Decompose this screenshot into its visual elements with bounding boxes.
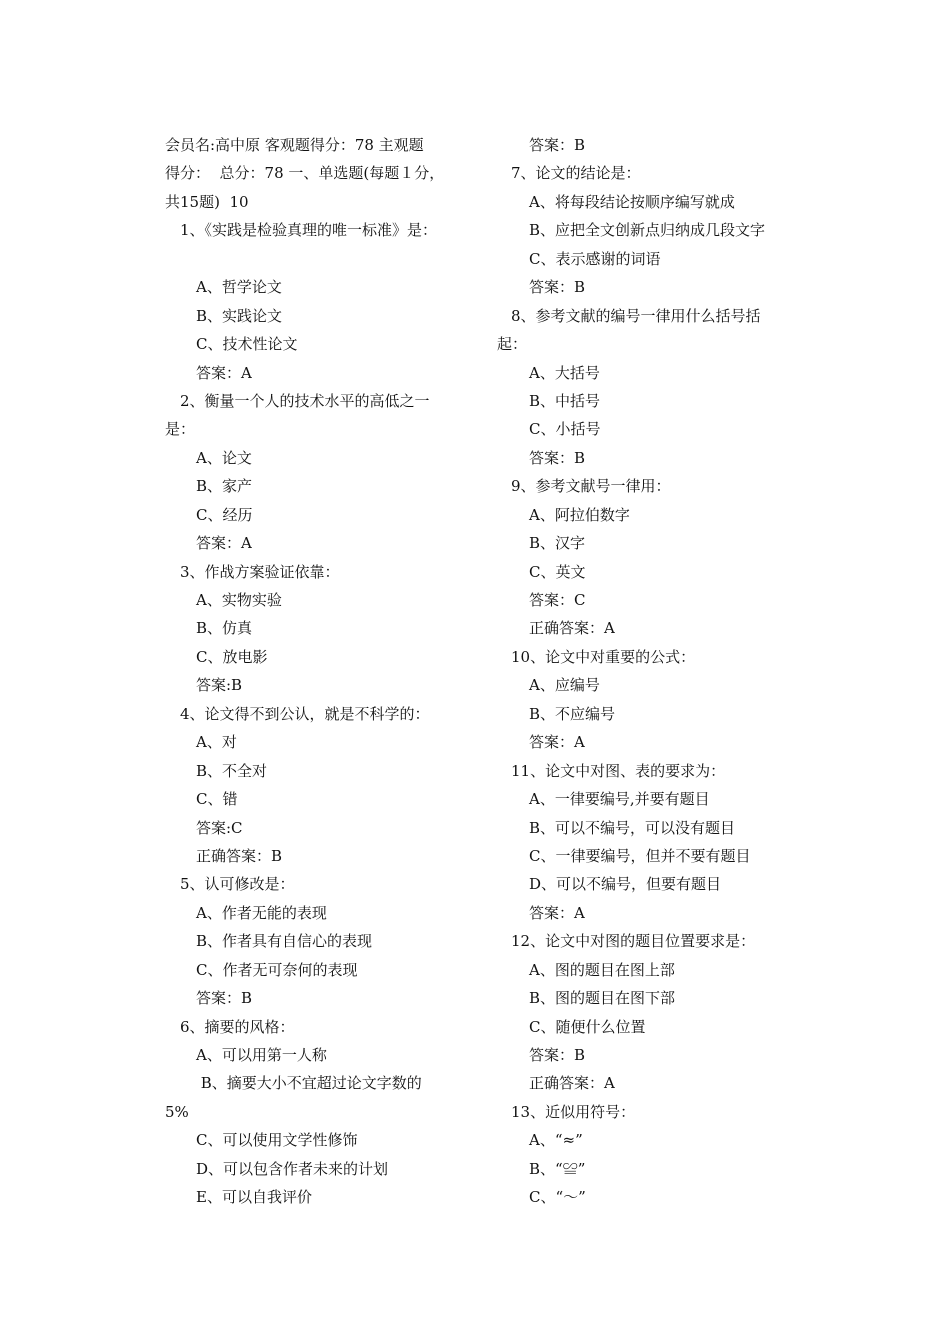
question-text: 12、论文中对图的题目位置要求是： bbox=[511, 932, 756, 951]
option-text: A、可以用第一人称 bbox=[196, 1046, 327, 1064]
option-text: C、可以使用文学性修饰 bbox=[196, 1131, 358, 1150]
option-text: B、家产 bbox=[196, 477, 253, 496]
option-text: A、阿拉伯数字 bbox=[529, 505, 630, 524]
answer-text: 答案:B bbox=[196, 676, 243, 695]
option-text: B、汉字 bbox=[529, 534, 586, 553]
question-text: 5、认可修改是： bbox=[180, 875, 295, 894]
header-line: 会员名:高中原 客观题得分：78 主观题 bbox=[165, 136, 424, 154]
option-text: A、应编号 bbox=[529, 676, 600, 695]
blank-line bbox=[165, 245, 470, 273]
option-text: C、“～” bbox=[529, 1188, 586, 1207]
option-text: C、错 bbox=[196, 790, 238, 809]
option-text: B、实践论文 bbox=[196, 306, 283, 325]
option-text: C、作者无可奈何的表现 bbox=[196, 960, 358, 979]
question-text: 11、论文中对图、表的要求为： bbox=[511, 761, 726, 780]
answer-text: 答案：A bbox=[196, 363, 252, 382]
option-text: B、不应编号 bbox=[529, 704, 616, 723]
option-text: C、技术性论文 bbox=[196, 335, 298, 354]
option-text: C、一律要编号，但并不要有题目 bbox=[529, 846, 751, 865]
option-text: C、经历 bbox=[196, 505, 253, 524]
option-text: A、作者无能的表现 bbox=[196, 903, 327, 922]
option-text: B、摘要大小不宜超过论文字数的 bbox=[196, 1074, 422, 1093]
question-text: 8、参考文献的编号一律用什么括号括 bbox=[511, 306, 761, 325]
option-text: C、放电影 bbox=[196, 647, 268, 666]
answer-text: 答案:C bbox=[196, 818, 243, 837]
option-text: D、可以不编号，但要有题目 bbox=[529, 875, 722, 894]
option-text: A、对 bbox=[196, 733, 237, 752]
question-text: 7、论文的结论是： bbox=[511, 164, 641, 183]
answer-text: 答案：B bbox=[529, 278, 586, 297]
question-text-continued: 起： bbox=[497, 335, 528, 354]
option-text: B、可以不编号，可以没有题目 bbox=[529, 818, 736, 837]
option-text: C、表示感谢的词语 bbox=[529, 249, 661, 268]
option-text-continued: 5% bbox=[165, 1102, 189, 1121]
option-text: B、仿真 bbox=[196, 619, 253, 638]
option-text: A、将每段结论按顺序编写就成 bbox=[529, 192, 735, 211]
option-text: B、作者具有自信心的表现 bbox=[196, 932, 373, 951]
correct-answer-text: 正确答案：A bbox=[529, 1074, 615, 1093]
question-text: 4、论文得不到公认，就是不科学的： bbox=[180, 704, 430, 723]
option-text: C、英文 bbox=[529, 562, 586, 581]
option-text: A、哲学论文 bbox=[196, 278, 282, 297]
answer-text: 答案：B bbox=[196, 989, 253, 1008]
header-line: 共15题) 10 bbox=[165, 192, 249, 211]
answer-text: 答案：B bbox=[529, 136, 586, 154]
question-text: 6、摘要的风格： bbox=[180, 1017, 295, 1036]
option-text: D、可以包含作者未来的计划 bbox=[196, 1159, 389, 1178]
question-text: 3、作战方案验证依靠： bbox=[180, 562, 340, 581]
option-text: B、不全对 bbox=[196, 761, 268, 780]
option-text: C、小括号 bbox=[529, 420, 601, 439]
header-line: 得分： 总分：78 一、单选题(每题１分， bbox=[165, 164, 445, 183]
option-text: B、图的题目在图下部 bbox=[529, 989, 676, 1008]
question-text: 10、论文中对重要的公式： bbox=[511, 647, 696, 666]
option-text: E、可以自我评价 bbox=[196, 1188, 312, 1207]
correct-answer-text: 正确答案：B bbox=[196, 846, 283, 865]
option-text: A、一律要编号,并要有题目 bbox=[529, 790, 710, 809]
option-text: B、“≌” bbox=[529, 1159, 586, 1178]
left-column bbox=[165, 131, 470, 1212]
option-text: A、论文 bbox=[196, 448, 252, 467]
answer-text: 答案：A bbox=[529, 903, 585, 922]
answer-text: 答案：A bbox=[196, 534, 252, 553]
answer-text: 答案：B bbox=[529, 448, 586, 467]
option-text: A、图的题目在图上部 bbox=[529, 960, 675, 979]
answer-text: 答案：C bbox=[529, 591, 586, 609]
option-text: A、实物实验 bbox=[196, 591, 282, 609]
option-text: A、大括号 bbox=[529, 363, 600, 382]
correct-answer-text: 正确答案：A bbox=[529, 619, 615, 638]
question-text: 1、《实践是检验真理的唯一标准》是： bbox=[180, 221, 438, 240]
question-text: 2、衡量一个人的技术水平的高低之一 bbox=[180, 391, 430, 410]
option-text: B、应把全文创新点归纳成几段文字 bbox=[529, 221, 766, 240]
question-text: 13、近似用符号： bbox=[511, 1102, 636, 1121]
question-text: 9、参考文献号一律用： bbox=[511, 477, 671, 496]
right-column bbox=[497, 131, 797, 1212]
option-text: B、中括号 bbox=[529, 391, 601, 410]
answer-text: 答案：B bbox=[529, 1046, 586, 1064]
option-text: C、随便什么位置 bbox=[529, 1017, 646, 1036]
option-text: A、“≈” bbox=[529, 1131, 583, 1150]
question-text-continued: 是： bbox=[165, 420, 196, 439]
answer-text: 答案：A bbox=[529, 733, 585, 752]
